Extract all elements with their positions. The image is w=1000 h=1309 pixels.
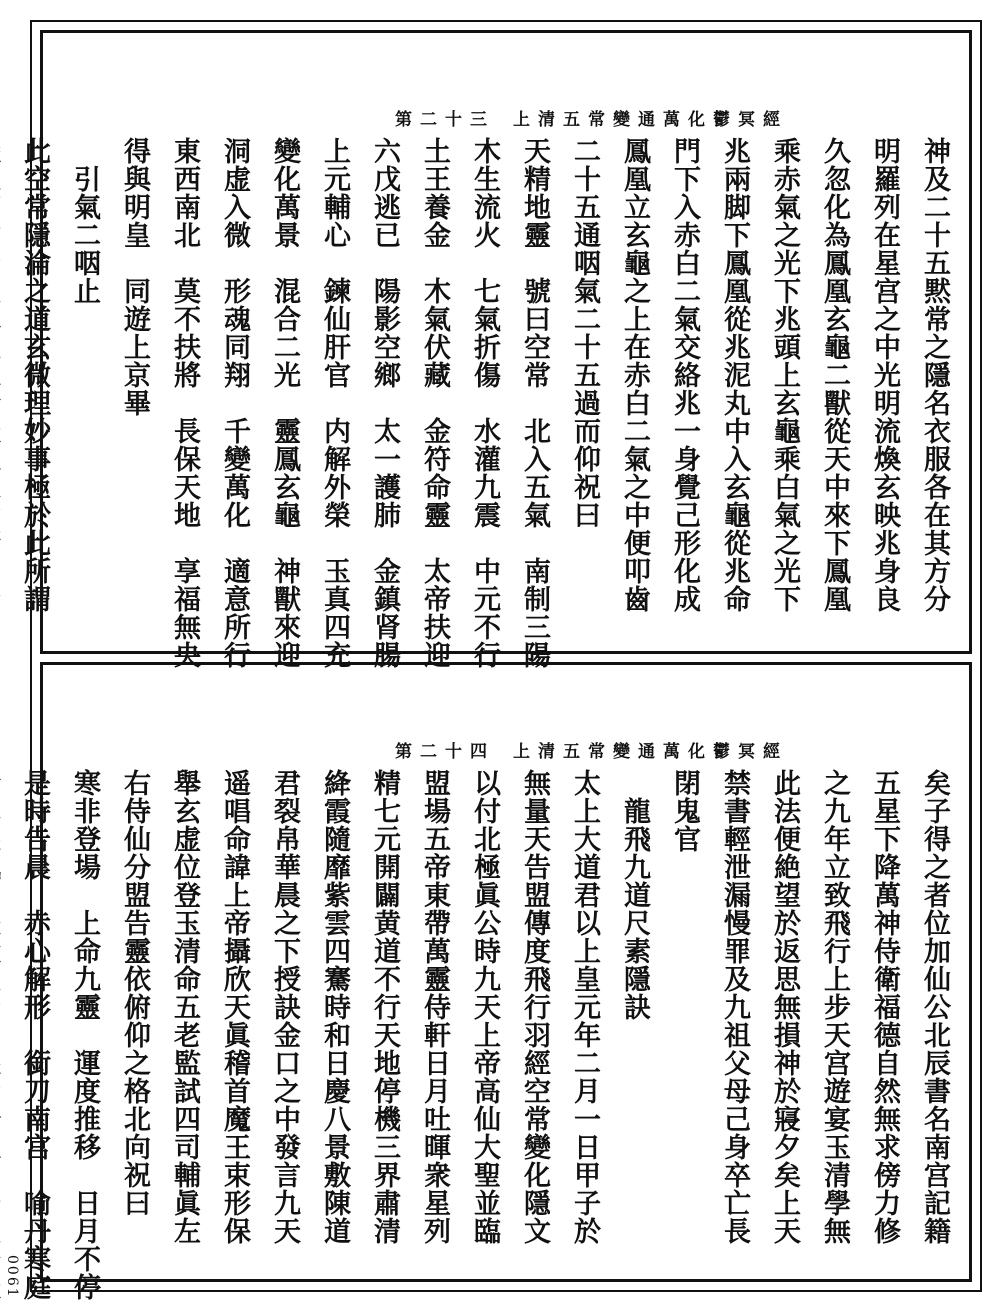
text-columns	[0, 137, 959, 669]
text-column: 明羅列在星宫之中光明流煥玄映兆身良	[869, 137, 900, 613]
text-column: 六戊逃已 陽影空鄉 太一護肺 金鎮肾腸	[369, 137, 400, 669]
text-column: 東西南北 莫不扶將 長保天地 享福無央	[169, 137, 200, 669]
text-column: 鳳凰立玄龜之上在赤白二氣之中便叩齒	[619, 137, 650, 613]
page-frame	[19, 20, 982, 1301]
text-column: 乘赤氣之光下兆頭上玄龜乘白氣之光下	[769, 137, 800, 613]
text-column: 龍飛九道尺素隱訣	[619, 769, 650, 1021]
text-column: 矣子得之者位加仙公北辰書名南宫記籍	[919, 769, 950, 1245]
text-column: 變化萬景 混合二光 靈鳳玄龜 神獸來迎	[269, 137, 300, 669]
text-column: 遥唱命諱上帝攝欣天眞稽首魔王束形保	[219, 769, 250, 1245]
text-column: 無量天告盟傳度飛行羽經空常變化隱文	[519, 769, 550, 1245]
text-column: 天精地靈 號曰空常 北入五氣 南制三陽	[519, 137, 550, 669]
text-column: 精七元開闢黄道不行天地停機三界肅清	[369, 769, 400, 1245]
text-column: 土王養金 木氣伏藏 金符命靈 太帝扶迎	[419, 137, 450, 669]
text-column	[0, 137, 9, 641]
header-page: 第二十三	[395, 110, 495, 130]
text-column: 洞虚入微 形魂同翔 千變萬化 適意所行	[219, 137, 250, 669]
text-column: 二十五通咽氣二十五過而仰祝曰	[569, 137, 600, 529]
running-header	[43, 105, 969, 129]
page-number: 0061	[4, 1255, 20, 1299]
text-column: 此法便絶望於返思無損神於寢夕矣上天	[769, 769, 800, 1245]
text-column: 絳霞隨靡紫雲四騫時和日慶八景敷陳道	[319, 769, 350, 1245]
text-column: 太上大道君以上皇元年二月一日甲子於	[569, 769, 600, 1245]
text-column: 禁書輕泄漏慢罪及九祖父母己身卒亡長	[719, 769, 750, 1245]
text-column: 之九年立致飛行上步天宫遊宴玉清學無	[819, 769, 850, 1245]
header-title: 上清五常變通萬化鬱冥經	[513, 110, 788, 130]
page-panel-top	[19, 30, 972, 669]
text-column: 右侍仙分盟告靈依俯仰之格北向祝曰	[119, 769, 150, 1217]
running-header	[43, 737, 969, 761]
text-column: 君裂帛華晨之下授訣金口之中發言九天	[269, 769, 300, 1245]
text-column: 神及二十五黙常之隱名衣服各在其方分	[919, 137, 950, 613]
text-column: 門下入赤白二氣交絡兆一身覺己形化成	[669, 137, 700, 613]
text-column: 木生流火 七氣折傷 水灌九震 中元不行	[469, 137, 500, 669]
text-column: 引氣二咽止	[69, 137, 100, 305]
text-column: 盟場五帝東帶萬靈侍軒日月吐暉衆星列	[419, 769, 450, 1245]
text-column: 上元輔心 鍊仙肝官 内解外榮 玉真四充	[319, 137, 350, 669]
text-column: 五星下降萬神侍衛福德自然無求傍力修	[869, 769, 900, 1245]
text-column: 舉玄虚位登玉清命五老監試四司輔眞左	[169, 769, 200, 1245]
text-column: 此空常隱淪之道玄微理妙事極於此所謂	[19, 137, 50, 613]
text-column: 寒非登場 上命九靈 運度推移 日月不停	[69, 769, 100, 1301]
text-column: 久忽化為鳳凰玄龜二獸從天中來下鳳凰	[819, 137, 850, 613]
text-column: 兆兩脚下鳳凰從兆泥丸中入玄龜從兆命	[719, 137, 750, 613]
text-column: 得與明皇 同遊上京畢	[119, 137, 150, 417]
header-page: 第二十四	[395, 742, 495, 762]
text-column: 以付北極眞公時九天上帝高仙大聖並臨	[469, 769, 500, 1245]
header-title: 上清五常變通萬化鬱冥經	[513, 742, 788, 762]
text-column: 是時告晨 赤心解形 銜刀南宫 喻丹寒庭	[19, 769, 50, 1301]
text-column	[0, 769, 9, 1269]
text-column: 閉鬼官	[669, 769, 700, 853]
page-panel-bottom	[19, 662, 972, 1301]
